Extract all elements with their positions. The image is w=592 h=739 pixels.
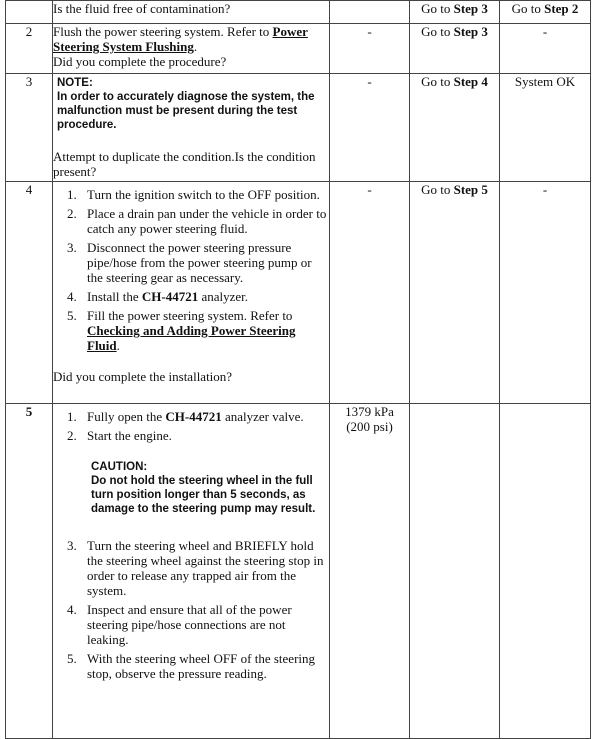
list-item-text-end: analyzer valve.: [224, 409, 304, 424]
table-row-step-3: [6, 74, 591, 182]
list-item-text: Start the engine.: [87, 428, 172, 443]
yes-step-link[interactable]: Step 5: [453, 182, 488, 197]
caution-block: [53, 460, 329, 516]
question-text: Attempt to duplicate the condition.Is the condition present?: [53, 149, 316, 179]
pressure-kpa: 1379 kPa: [345, 404, 394, 419]
pressure-psi: (200 psi): [346, 419, 393, 434]
question-text: Did you complete the procedure?: [53, 54, 227, 69]
diagnostic-table: [5, 0, 591, 739]
table-row-step-4: [6, 182, 591, 404]
list-item-number: 3.: [67, 538, 77, 553]
value-cell: [330, 404, 410, 739]
list-item: [53, 409, 329, 424]
list-item-text: Turn the ignition switch to the OFF position.: [87, 187, 320, 202]
action-text-body: Flush the power steering system. Refer to: [53, 24, 270, 39]
procedure-list: [53, 409, 329, 443]
list-item: [53, 308, 329, 353]
list-item: [53, 428, 329, 443]
list-item-text: With the steering wheel OFF of the steering stop, observe the pressure reading.: [87, 651, 316, 681]
no-step-link[interactable]: Step 2: [544, 1, 579, 16]
step-number-cell: [6, 24, 53, 74]
list-item-number: 1.: [67, 409, 77, 424]
procedure-list-continued: [53, 538, 329, 681]
list-item: [53, 240, 329, 285]
list-item: [53, 289, 329, 304]
table-row-step-1: [6, 1, 591, 24]
power-steering-flushing-link[interactable]: Power Steering System Flushing: [53, 24, 308, 54]
list-item-text: Inspect and ensure that all of the power steering pipe/hose connections are not leaking.: [87, 602, 292, 647]
action-text-end: .: [193, 39, 198, 54]
list-item-number: 2.: [67, 206, 77, 221]
yes-prefix: Go to: [421, 1, 451, 16]
checking-adding-fluid-link[interactable]: Checking and Adding Power Steering Fluid: [87, 323, 296, 353]
step-number: 4: [25, 182, 33, 197]
yes-prefix: Go to: [421, 24, 451, 39]
question-text: Did you complete the installation?: [53, 369, 233, 384]
list-item-text: Disconnect the power steering pressure pipe/hose from the power steering pump or the steering gear as necessary.: [87, 240, 312, 285]
yes-step-link[interactable]: Step 3: [453, 24, 488, 39]
list-item-number: 4.: [67, 289, 77, 304]
yes-step-link[interactable]: Step 3: [453, 1, 488, 16]
list-item-text: Place a drain pan under the vehicle in order to catch any power steering fluid.: [87, 206, 327, 236]
step-number-cell: [6, 74, 53, 182]
list-item-number: 3.: [67, 240, 77, 255]
table-row-step-2: [6, 24, 591, 74]
yes-cell: [410, 182, 500, 404]
yes-cell: [410, 404, 500, 739]
step-number: 2: [25, 24, 33, 39]
table-row-step-5: [6, 404, 591, 739]
no-cell: System OK: [500, 74, 591, 182]
step-number-cell: [6, 182, 53, 404]
list-item-text: Fill the power steering system. Refer to: [87, 308, 293, 323]
step-number-cell: [6, 1, 53, 24]
tool-number: CH-44721: [141, 289, 199, 304]
step-number: 5: [25, 404, 33, 419]
value-cell: -: [330, 74, 410, 182]
no-cell: -: [500, 182, 591, 404]
action-text: [53, 24, 329, 54]
value-cell: -: [330, 24, 410, 74]
caution-title: CAUTION:: [91, 461, 148, 473]
action-cell: [53, 74, 330, 182]
tool-number: CH-44721: [165, 409, 222, 424]
list-item: [53, 538, 329, 598]
value-cell: [330, 1, 410, 24]
list-item: [53, 206, 329, 236]
caution-body: Do not hold the steering wheel in the full turn position longer than 5 seconds, as damage to the steering pump may result.: [91, 475, 316, 515]
no-cell: [500, 404, 591, 739]
list-item-text-end: .: [116, 338, 120, 353]
list-item: [53, 187, 329, 202]
no-cell: [500, 1, 591, 24]
list-item-text: Turn the steering wheel and BRIEFLY hold the steering wheel against the steering stop in order to release any trapped air from the system.: [87, 538, 324, 598]
note-block: [53, 74, 329, 132]
yes-cell: [410, 24, 500, 74]
yes-cell: [410, 1, 500, 24]
list-item-number: 4.: [67, 602, 77, 617]
list-item-number: 5.: [67, 308, 77, 323]
step-number-cell: [6, 404, 53, 739]
list-item: [53, 602, 329, 647]
action-cell: [53, 24, 330, 74]
step-number: 3: [25, 74, 33, 89]
action-cell: [53, 182, 330, 404]
list-item-number: 5.: [67, 651, 77, 666]
list-item-number: 1.: [67, 187, 77, 202]
yes-prefix: Go to: [421, 74, 451, 89]
value-cell: -: [330, 182, 410, 404]
list-item-text-end: analyzer.: [201, 289, 249, 304]
yes-prefix: Go to: [421, 182, 451, 197]
action-cell: [53, 404, 330, 739]
procedure-list: [53, 187, 329, 353]
list-item-text: Install the: [87, 289, 139, 304]
note-body: In order to accurately diagnose the system, the malfunction must be present during the test procedure.: [57, 91, 315, 131]
list-item: [53, 651, 329, 681]
list-item-number: 2.: [67, 428, 77, 443]
no-cell: -: [500, 24, 591, 74]
yes-cell: [410, 74, 500, 182]
list-item-text: Fully open the: [87, 409, 163, 424]
question-text: Is the fluid free of contamination?: [53, 1, 231, 16]
no-prefix: Go to: [511, 1, 541, 16]
note-title: NOTE:: [57, 77, 93, 89]
yes-step-link[interactable]: Step 4: [453, 74, 488, 89]
action-cell: [53, 1, 330, 24]
